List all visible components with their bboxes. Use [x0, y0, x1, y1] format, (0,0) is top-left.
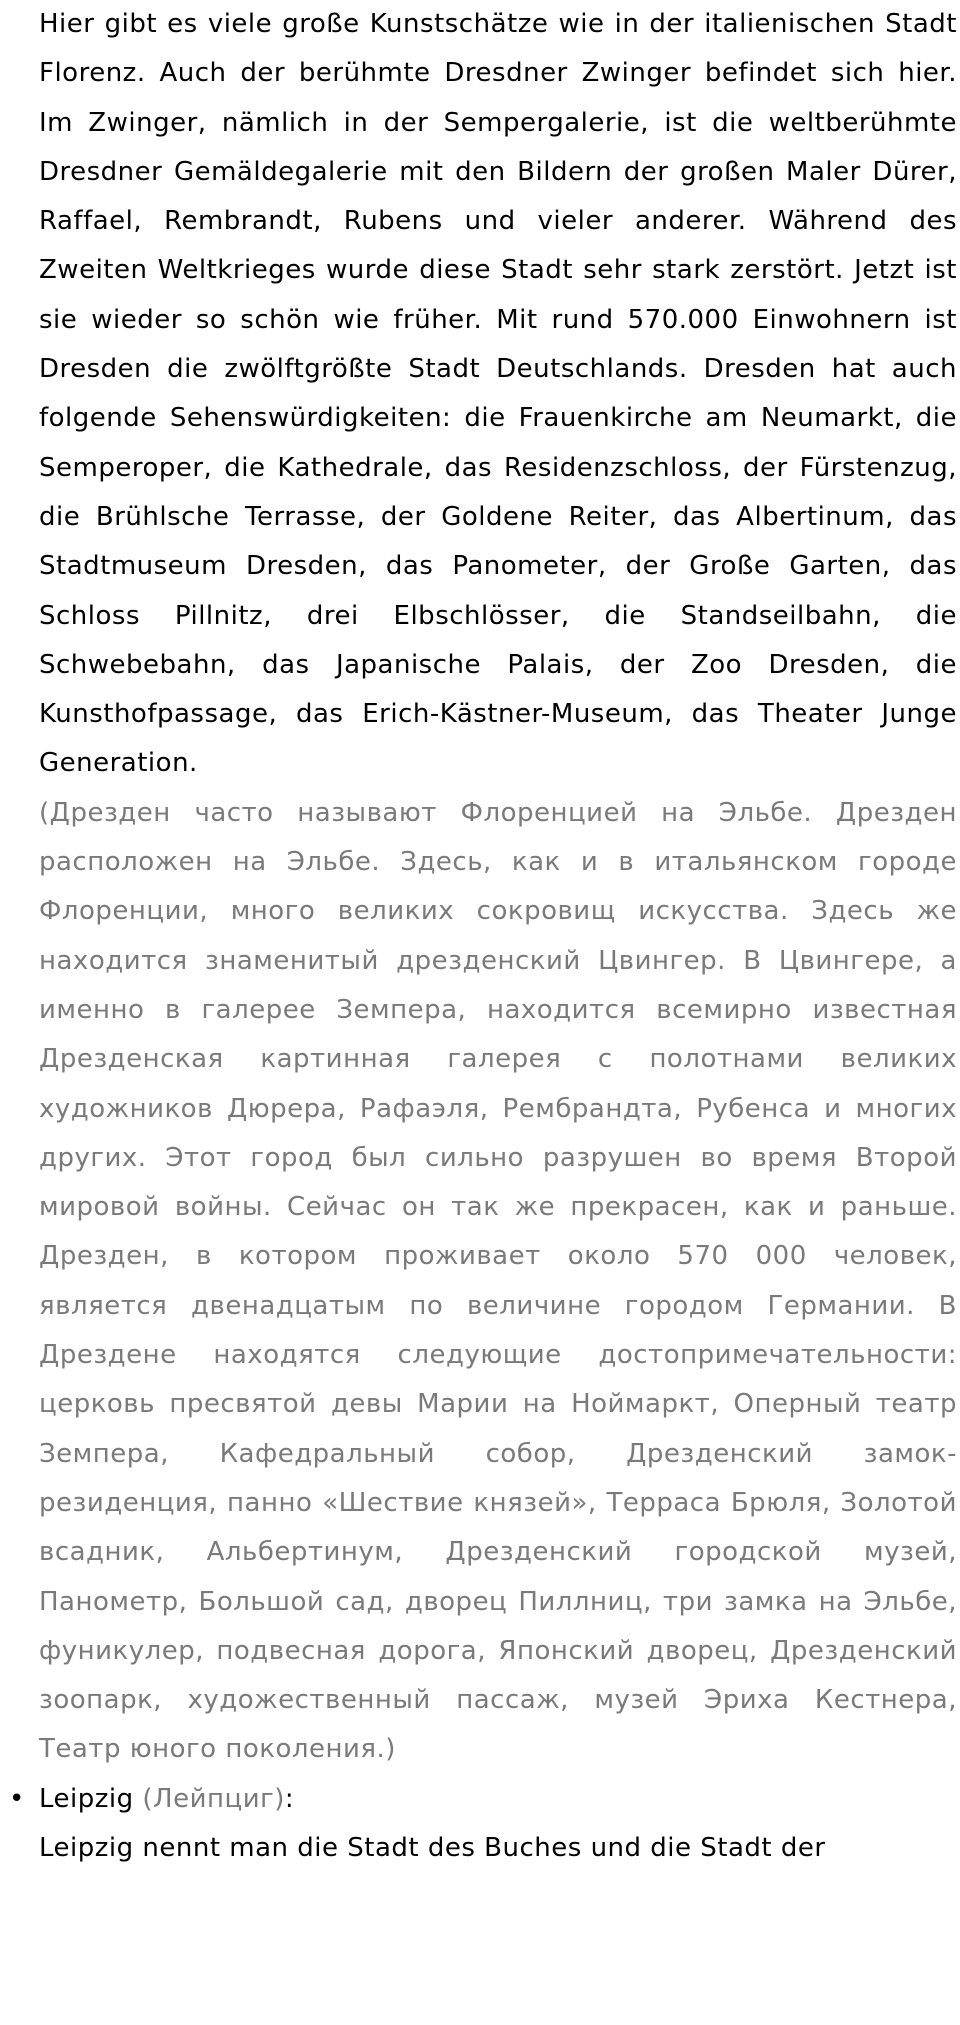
city-translation: (Лейпциг) — [142, 1783, 285, 1814]
bullet-icon: • — [9, 1783, 25, 1814]
dresden-paragraph-russian: (Дрезден часто называют Флоренцией на Эльбе. Дрезден расположен на Эльбе. Здесь, как и в итальянском городе Флоренции, много великих сокровищ искусства. Здесь же находится знаменитый дрезденский Цвингер. В Цвингере, а именно в галерее Земпера, находится всемирно известная Дрезденская картинная галерея с полотнами великих художников Дюрера, Рафаэля, Рембрандта, Рубенса и многих других. Этот город был сильно разрушен во время Второй мировой войны. Сейчас он так же прекрасен, как и раньше. Дрезден, в котором проживает около 570 000 человек, является двенадцатым по величине городом Германии. В Дрездене находятся следующие достопримечательности: церковь пресвятой девы Марии на Ноймаркт, Оперный театр Земпера, Кафедральный собор, Дрезденский замок-резиденция, панно «Шествие князей», Терраса Брюля, Золотой всадник, Альбертинум, Дрезденский городской музей, Панометр, Большой сад, дворец Пиллниц, три замка на Эльбе, фуникулер, подвесная дорога, Японский дворец, Дрезденский зоопарк, художественный пассаж, музей Эриха Кестнера, Театр юного поколения.) — [39, 797, 957, 1765]
leipzig-paragraph-german: Leipzig nennt man die Stadt des Buches und die Stadt der — [39, 1832, 826, 1863]
dresden-paragraph-german: Hier gibt es viele große Kunstschätze wie in der italienischen Stadt Florenz. Auch der berühmte Dresdner Zwinger befindet sich hier. Im Zwinger, nämlich in der Sempergalerie, ist die weltberühmte Dresdner Gemäldegalerie mit den Bildern der großen Maler Dürer, Raffael, Rembrandt, Rubens und vieler anderer. Während des Zweiten Weltkrieges wurde diese Stadt sehr stark zerstört. Jetzt ist sie wieder so schön wie früher. Mit rund 570.000 Einwohnern ist Dresden die zwölftgrößte Stadt Deutschlands. Dresden hat auch folgende Sehenswürdigkeiten: die Frauenkirche am Neumarkt, die Semperoper, die Kathedrale, das Residenzschloss, der Fürstenzug, die Brühlsche Terrasse, der Goldene Reiter, das Albertinum, das Stadtmuseum Dresden, das Panometer, der Große Garten, das Schloss Pillnitz, drei Elbschlösser, die Standseilbahn, die Schwebebahn, das Japanische Palais, der Zoo Dresden, die Kunsthofpassage, das Erich-Kästner-Museum, das Theater Junge Generation. — [39, 9, 957, 779]
city-name: Leipzig — [39, 1783, 134, 1814]
list-item-leipzig — [9, 1775, 957, 1824]
colon: : — [284, 1783, 295, 1814]
document-page — [9, 0, 957, 1873]
